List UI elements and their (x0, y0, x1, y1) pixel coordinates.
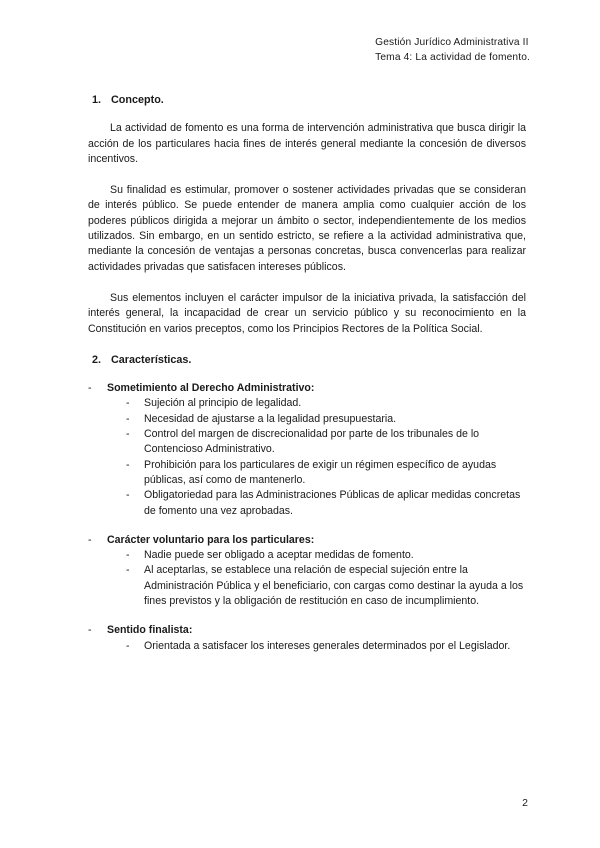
list-item (88, 427, 526, 458)
characteristic-items (88, 396, 526, 518)
bullet-dash: - (126, 564, 130, 577)
characteristic-heading (88, 381, 526, 396)
paragraph: Su finalidad es estimular, promover o sostener actividades privadas que se consideran de interés público. Se puede entender de manera amplia como cualquier acción de los poderes públicos dirigida a mejorar un ámbito o sector, independientemente de los medios utilizados. Sin embargo, en un sentido estricto, se refiere a la actividad administrativa que, mediante la concesión de ventajas a personas concretas, busca convencerlas para realizar actividades privadas que satisfacen intereses públicos. (88, 184, 526, 273)
list-item-text: Sujeción al principio de legalidad. (144, 397, 302, 410)
bullet-dash: - (126, 428, 130, 441)
header-course-title: Gestión Jurídico Administrativa II (375, 37, 529, 48)
list-item-text: Orientada a satisfacer los intereses generales determinados por el Legislador. (144, 639, 511, 652)
characteristic-title: Sentido finalista: (107, 624, 193, 637)
header-topic-title: Tema 4: La actividad de fomento. (375, 52, 530, 63)
characteristic-block (88, 623, 526, 654)
characteristic-block (88, 533, 526, 609)
bullet-dash: - (88, 624, 92, 637)
section-number: 1. (92, 94, 102, 106)
bullet-dash: - (126, 397, 130, 410)
characteristic-items (88, 548, 526, 609)
list-item-text: Control del margen de discrecionalidad por parte de los tribunales de lo Contencioso Administrativo. (144, 428, 480, 456)
list-item (88, 488, 526, 519)
characteristic-title: Sometimiento al Derecho Administrativo: (107, 382, 315, 395)
document-body (88, 93, 526, 668)
list-item (88, 639, 526, 654)
list-item-text: Necesidad de ajustarse a la legalidad presupuestaria. (144, 412, 397, 425)
list-item-text: Prohibición para los particulares de exigir un régimen específico de ayudas públicas, así como de mantenerlo. (144, 458, 497, 486)
bullet-dash: - (126, 412, 130, 425)
bullet-dash: - (126, 549, 130, 562)
bullet-dash: - (88, 533, 92, 546)
paragraph: La actividad de fomento es una forma de intervención administrativa que busca dirigir la acción de los particulares hacia fines de interés general mediante la concesión de diversos incentivos. (88, 122, 526, 165)
section-number: 2. (92, 353, 102, 366)
bullet-dash: - (88, 382, 92, 395)
bullet-dash: - (126, 489, 130, 502)
page-header (375, 35, 530, 65)
list-item-text: Al aceptarlas, se establece una relación de especial sujeción entre la Administración Pública y el beneficiario, con cargas como destinar la ayuda a los fines previstos y la obligación de restitución en caso de incumplimiento. (144, 564, 524, 608)
paragraph: Sus elementos incluyen el carácter impulsor de la iniciativa privada, la satisfacción del interés general, la incapacidad de crear un servicio público y su reconocimiento en la Constitución en varios preceptos, como los Principios Rectores de la Política Social. (88, 291, 526, 335)
section-heading-concepto (92, 93, 526, 108)
list-item (88, 396, 526, 411)
characteristic-heading (88, 623, 526, 638)
section-heading-caracteristicas (92, 353, 526, 368)
bullet-dash: - (126, 458, 130, 471)
bullet-dash: - (126, 639, 130, 652)
characteristic-block (88, 381, 526, 519)
page-number: 2 (522, 797, 528, 809)
list-item-text: Nadie puede ser obligado a aceptar medidas de fomento. (144, 549, 414, 562)
characteristic-title: Carácter voluntario para los particulares: (107, 533, 315, 546)
list-item (88, 458, 526, 489)
characteristic-items (88, 639, 526, 654)
list-item (88, 563, 526, 609)
section-title: Concepto. (111, 94, 164, 106)
list-item-text: Obligatoriedad para las Administraciones Públicas de aplicar medidas concretas de fomento una vez aprobadas. (144, 489, 521, 517)
section-title: Características. (111, 353, 192, 366)
list-item (88, 548, 526, 563)
characteristic-heading (88, 533, 526, 548)
list-item (88, 412, 526, 427)
